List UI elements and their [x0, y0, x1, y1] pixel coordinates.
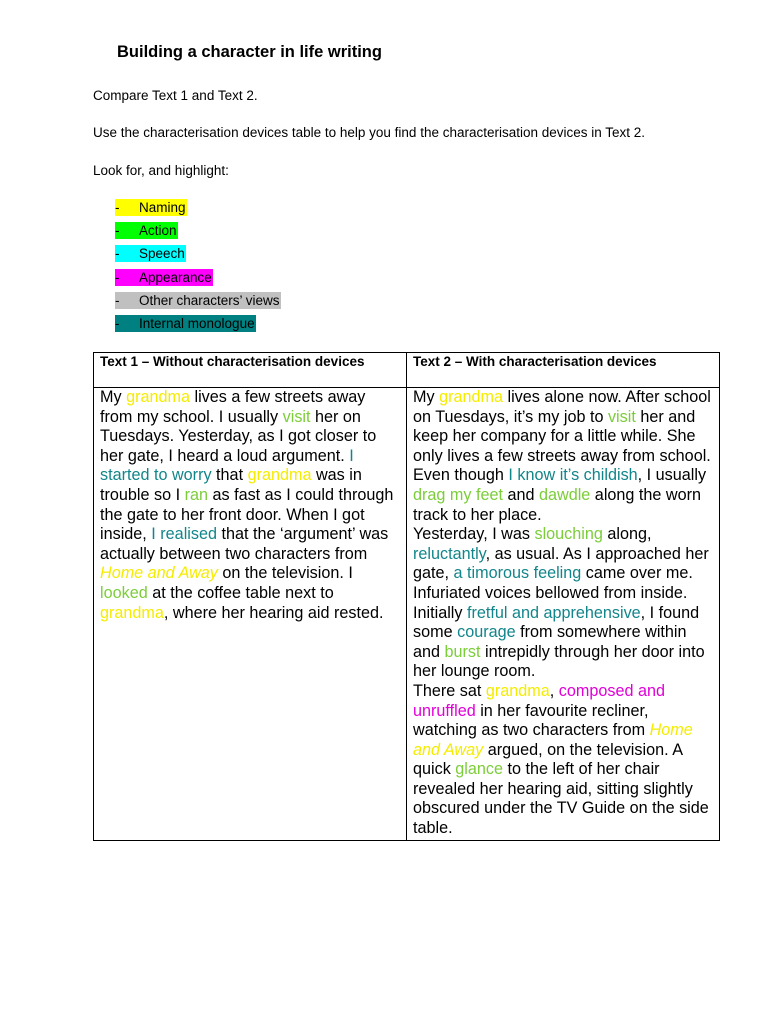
highlight-naming: Home and Away [413, 721, 693, 759]
highlight-legend [115, 199, 281, 338]
text-run: argued, on the television. A quick [413, 740, 683, 779]
text-run: her on Tuesdays. Yesterday, as I got closer to her gate, I heard a loud argument. [100, 407, 377, 465]
page-title: Building a character in life writing [117, 43, 382, 61]
legend-item-action [115, 222, 281, 245]
table-header-row [94, 353, 720, 388]
text-run: along, [602, 525, 652, 544]
legend-swatch [115, 315, 256, 332]
text-run: My [413, 388, 440, 406]
highlight-action: slouching [534, 525, 603, 544]
legend-item-naming [115, 199, 281, 222]
text-run: , [549, 681, 559, 700]
highlight-internal: courage [457, 623, 516, 642]
highlight-naming: grandma [100, 603, 164, 622]
legend-label: Appearance [139, 269, 212, 285]
highlight-action: burst [444, 642, 481, 661]
legend-swatch [115, 292, 281, 309]
highlight-internal: fretful and apprehensive [466, 603, 641, 622]
legend-dash: - [115, 223, 120, 239]
highlight-naming: grandma [126, 388, 190, 406]
comparison-table [93, 352, 720, 841]
text2-cell [407, 388, 720, 841]
text-run: her and keep her company for a little while. She only lives a few streets away from school. Even though [413, 407, 711, 485]
text-run: along the worn track to her place. [413, 485, 702, 524]
highlight-internal: reluctantly [413, 544, 486, 563]
legend-dash: - [115, 246, 120, 262]
text-run: as fast as I could through the gate to her front door. When I got inside, [100, 485, 394, 544]
legend-label: Internal monologue [139, 315, 255, 331]
text-run: came over me. Infuriated voices bellowed from inside. Initially [413, 564, 693, 622]
highlight-naming: grandma [439, 388, 503, 406]
text-run: in her favourite recliner, watching as two characters from [413, 701, 650, 740]
legend-dash: - [115, 292, 120, 308]
highlight-action: drag my feet [413, 485, 503, 504]
legend-dash: - [115, 200, 120, 215]
header-text1: Text 1 – Without characterisation devices [94, 353, 407, 388]
text-run: from somewhere within and [413, 623, 687, 661]
legend-item-speech [115, 245, 281, 268]
highlight-action: glance [455, 760, 503, 779]
highlight-naming: Home and Away [100, 564, 218, 583]
highlight-internal: I started to worry [100, 446, 354, 485]
highlight-internal: a timorous feeling [453, 564, 582, 583]
highlight-internal: I know it’s childish [508, 466, 638, 485]
legend-label: Action [139, 223, 177, 239]
legend-label: Speech [139, 246, 185, 262]
legend-swatch [115, 222, 178, 239]
text-run: was in trouble so I [100, 466, 362, 504]
legend-swatch [115, 245, 186, 262]
text-run: lives alone now. After school on Tuesdays, it’s my job to [413, 388, 711, 426]
highlight-action: visit [607, 407, 636, 426]
instruction-look-for: Look for, and highlight: [93, 163, 229, 178]
legend-label: Other characters’ views [139, 292, 280, 308]
highlight-action: ran [184, 485, 208, 504]
highlight-naming: grandma [247, 466, 312, 485]
text-run: , I found some [413, 603, 700, 642]
legend-item-internal [115, 315, 281, 338]
text-run: lives a few streets away from my school. I usually [100, 388, 366, 426]
header-text2: Text 2 – With characterisation devices [407, 353, 720, 388]
table-body-row [94, 388, 720, 841]
text-run: There sat [413, 681, 486, 700]
instruction-compare: Compare Text 1 and Text 2. [93, 88, 258, 103]
legend-label: Naming [139, 200, 186, 215]
text1-cell [94, 388, 407, 841]
legend-swatch [115, 269, 213, 286]
instruction-use-table: Use the characterisation devices table to help you find the characterisation devices in Text 2. [93, 125, 646, 140]
text-run: that [211, 466, 248, 485]
legend-dash: - [115, 315, 120, 331]
highlight-naming: grandma [485, 681, 550, 700]
text-run: on the television. I [217, 564, 353, 583]
text-run: intrepidly through her door into her lounge room. [413, 642, 705, 681]
legend-swatch [115, 199, 187, 216]
text-run: and [502, 485, 539, 504]
text-run: , where her hearing aid rested. [163, 603, 384, 622]
text-run: Yesterday, I was [413, 525, 535, 544]
text-run: to the left of her chair revealed her hearing aid, sitting slightly obscured under the TV Guide on the side table. [413, 760, 709, 838]
legend-item-appearance [115, 269, 281, 292]
highlight-action: visit [282, 407, 311, 426]
text-run: that the ‘argument’ was actually between two characters from [100, 525, 389, 563]
highlight-action: dawdle [539, 485, 591, 504]
legend-item-views [115, 292, 281, 315]
text-run: at the coffee table next to [147, 583, 334, 602]
highlight-action: looked [100, 583, 148, 602]
text-run: , as usual. As I approached her gate, [413, 544, 709, 583]
text-run: My [100, 388, 127, 406]
text-run: , I usually [637, 466, 707, 485]
highlight-internal: I realised [151, 525, 217, 544]
highlight-appearance: composed and unruffled [413, 681, 665, 720]
legend-dash: - [115, 269, 120, 285]
